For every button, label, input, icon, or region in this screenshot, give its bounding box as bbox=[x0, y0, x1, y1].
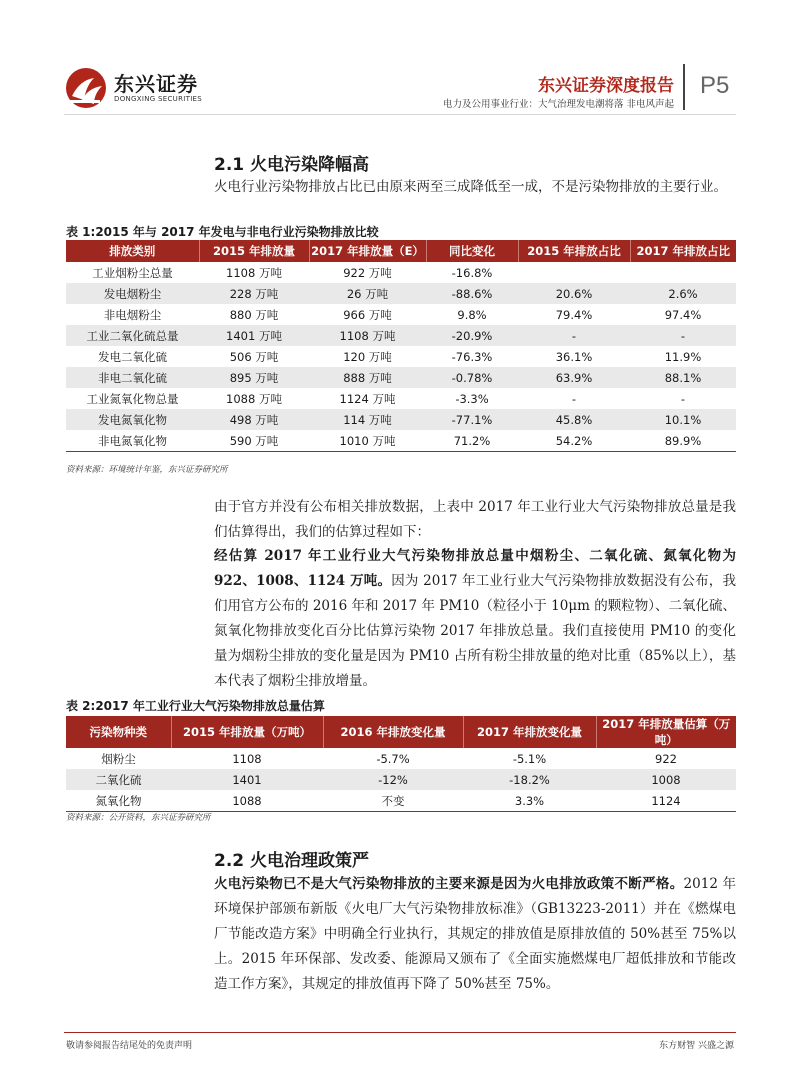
report-subtitle: 电力及公用事业行业：大气治理发电潮将落 非电风声起 bbox=[442, 99, 674, 110]
table-cell: 2.6% bbox=[630, 283, 736, 304]
table2-caption: 表 2:2017 年工业行业大气污染物排放总量估算 bbox=[66, 699, 325, 713]
table-cell: 1401 bbox=[171, 769, 323, 790]
row-label-cell: 非电二氧化硫 bbox=[66, 367, 199, 388]
row-label-cell: 工业烟粉尘总量 bbox=[92, 265, 173, 280]
table-row bbox=[66, 430, 736, 452]
table-cell: - bbox=[630, 325, 736, 346]
disclaimer-note: 敬请参阅报告结尾处的免责声明 bbox=[66, 1041, 193, 1051]
table-cell: 1108 bbox=[232, 751, 262, 766]
row-label-cell: 发电烟粉尘 bbox=[66, 283, 199, 304]
policy-explanation: 2012 年环境保护部颁布新版《火电厂大气污染物排放标准》（GB13223-2011）并在《燃煤电厂节能改造方案》中明确全行业执行，其规定的排放值是原排放值的 50%甚至 75%以上。2015 年环保部、发改委、能源局又颁布了《全面实施燃煤电厂超低排放和节能改造工作方案》，其规定的排放值再下降了 50%甚至 75%。 bbox=[214, 876, 737, 992]
table-cell: 79.4% bbox=[555, 307, 593, 322]
policy-paragraph bbox=[214, 872, 736, 997]
column-header: 2016 年排放变化量 bbox=[323, 716, 463, 748]
table-cell: -5.7% bbox=[376, 751, 410, 766]
header-divider bbox=[683, 64, 685, 110]
table-cell: 26 万吨 bbox=[309, 283, 426, 304]
emission-estimate-table bbox=[66, 716, 736, 812]
row-label-cell: 发电氮氧化物 bbox=[66, 409, 199, 430]
table1-source: 资料来源：环境统计年鉴，东兴证券研究所 bbox=[66, 465, 228, 475]
table-cell: 1088 万吨 bbox=[226, 391, 282, 406]
report-title: 东兴证券深度报告 bbox=[538, 76, 674, 96]
row-label-cell: 二氧化硫 bbox=[66, 769, 171, 790]
row-label-cell: 烟粉尘 bbox=[101, 751, 136, 766]
table-cell: 888 万吨 bbox=[309, 367, 426, 388]
table-cell: 895 万吨 bbox=[199, 367, 309, 388]
table-cell: -3.3% bbox=[455, 391, 489, 406]
table-cell: 89.9% bbox=[630, 430, 736, 452]
column-header: 排放类别 bbox=[66, 240, 199, 262]
column-header: 2015 年排放量 bbox=[199, 240, 309, 262]
table-row bbox=[66, 748, 736, 769]
table-cell: 97.4% bbox=[664, 307, 702, 322]
table-cell: -16.8% bbox=[451, 265, 493, 280]
table-cell: 3.3% bbox=[463, 790, 596, 812]
table-cell: - bbox=[680, 391, 686, 406]
table-cell: 1124 bbox=[596, 790, 736, 812]
company-logo bbox=[64, 66, 214, 110]
section-intro: 火电行业污染物排放占比已由原来两至三成降低至一成，不是污染物排放的主要行业。 bbox=[214, 179, 727, 195]
table-cell: 1108 万吨 bbox=[309, 325, 426, 346]
table-row bbox=[66, 283, 736, 304]
table-cell: -5.1% bbox=[512, 751, 547, 766]
table-cell: 20.6% bbox=[518, 283, 630, 304]
table2-source: 资料来源：公开资料，东兴证券研究所 bbox=[66, 813, 211, 823]
table-cell: 10.1% bbox=[630, 409, 736, 430]
table-cell: 1108 万吨 bbox=[226, 265, 282, 280]
logo-chinese-name: 东兴证券 bbox=[114, 72, 198, 96]
table-row bbox=[66, 769, 736, 790]
footer-rule bbox=[64, 1032, 736, 1033]
row-label-cell: 非电烟粉尘 bbox=[103, 307, 162, 322]
column-header: 污染物种类 bbox=[66, 716, 171, 748]
header-rule bbox=[64, 114, 736, 115]
table-cell: 506 万吨 bbox=[229, 349, 279, 364]
table-cell: 880 万吨 bbox=[229, 307, 279, 322]
table-row bbox=[66, 367, 736, 388]
table-cell: 228 万吨 bbox=[199, 283, 309, 304]
table-cell: -88.6% bbox=[426, 283, 518, 304]
logo-english-name: DONGXING SECURITIES bbox=[114, 95, 203, 103]
table-cell: -12% bbox=[323, 769, 463, 790]
footer-slogan: 东方财智 兴盛之源 bbox=[659, 1041, 734, 1051]
table-cell bbox=[630, 262, 736, 283]
table-cell: 不变 bbox=[323, 790, 463, 812]
table-cell: 966 万吨 bbox=[343, 307, 392, 322]
column-header: 同比变化 bbox=[426, 240, 518, 262]
page-number: P5 bbox=[700, 72, 730, 99]
table-row bbox=[66, 304, 736, 325]
table-cell: 922 万吨 bbox=[343, 265, 392, 280]
table-cell: 63.9% bbox=[518, 367, 630, 388]
table-cell: 1088 bbox=[171, 790, 323, 812]
estimation-detail-paragraph bbox=[214, 544, 736, 694]
estimation-intro-paragraph: 由于官方并没有公布相关排放数据，上表中 2017 年工业行业大气污染物排放总量是我们估算得出，我们的估算过程如下： bbox=[214, 499, 736, 540]
table-cell: 498 万吨 bbox=[199, 409, 309, 430]
table-header-row bbox=[66, 716, 736, 748]
row-label-cell: 工业氮氧化物总量 bbox=[86, 391, 179, 406]
table-row bbox=[66, 388, 736, 409]
table-cell: 88.1% bbox=[630, 367, 736, 388]
table-cell: 9.8% bbox=[457, 307, 487, 322]
row-label-cell: 非电氮氧化物 bbox=[66, 430, 199, 452]
table-cell: 36.1% bbox=[555, 349, 593, 364]
section-heading-2-2: 2.2 火电治理政策严 bbox=[214, 851, 370, 871]
table-cell: 114 万吨 bbox=[309, 409, 426, 430]
table-cell: 11.9% bbox=[664, 349, 702, 364]
column-header: 2017 年排放占比 bbox=[630, 240, 736, 262]
table-cell: 120 万吨 bbox=[343, 349, 392, 364]
table-row bbox=[66, 262, 736, 283]
column-header: 2017 年排放量（E） bbox=[309, 240, 426, 262]
table-row bbox=[66, 409, 736, 430]
table-cell: -77.1% bbox=[426, 409, 518, 430]
table-cell: 45.8% bbox=[518, 409, 630, 430]
column-header: 2017 年排放变化量 bbox=[463, 716, 596, 748]
table-cell bbox=[518, 262, 630, 283]
row-label-cell: 发电二氧化硫 bbox=[98, 349, 167, 364]
table-row bbox=[66, 790, 736, 812]
section-heading-2-1: 2.1 火电污染降幅高 bbox=[214, 155, 370, 175]
table-row bbox=[66, 346, 736, 367]
table-cell: 1008 bbox=[596, 769, 736, 790]
table-cell: -76.3% bbox=[451, 349, 493, 364]
table-cell: 1401 万吨 bbox=[199, 325, 309, 346]
column-header: 2017 年排放量估算（万吨） bbox=[596, 716, 736, 748]
row-label-cell: 工业二氧化硫总量 bbox=[66, 325, 199, 346]
dongxing-logo-icon bbox=[64, 66, 110, 110]
policy-key-finding: 火电污染物已不是大气污染物排放的主要来源是因为火电排放政策不断严格。 bbox=[214, 876, 684, 892]
table-cell: 922 bbox=[655, 751, 677, 766]
table-cell: 71.2% bbox=[426, 430, 518, 452]
emission-comparison-table bbox=[66, 240, 736, 452]
table-row bbox=[66, 325, 736, 346]
table-cell: 590 万吨 bbox=[199, 430, 309, 452]
table-cell: 1124 万吨 bbox=[339, 391, 396, 406]
column-header: 2015 年排放占比 bbox=[518, 240, 630, 262]
table-cell: 54.2% bbox=[518, 430, 630, 452]
estimation-explanation: 因为 2017 年工业行业大气污染物排放数据没有公布，我们用官方公布的 2016 年和 2017 年 PM10（粒径小于 10μm 的颗粒物）、二氧化硫、氮氧化物排放变化百分比估算污染物 2017 年排放总量。我们直接使用 PM10 的变化量为烟粉尘排放的变化量是因为 PM10 占所有粉尘排放量的绝对比重（85%以上），基本代表了烟粉尘排放增量。 bbox=[214, 573, 736, 689]
table-cell: 1010 万吨 bbox=[309, 430, 426, 452]
table-cell: - bbox=[518, 325, 630, 346]
row-label-cell: 氮氧化物 bbox=[66, 790, 171, 812]
table-cell: - bbox=[571, 391, 577, 406]
table-cell: -20.9% bbox=[426, 325, 518, 346]
table-cell: -18.2% bbox=[463, 769, 596, 790]
column-header: 2015 年排放量（万吨） bbox=[171, 716, 323, 748]
table-header-row bbox=[66, 240, 736, 262]
estimation-key-finding: 经估算 2017 年工业行业大气污染物排放总量中烟粉尘、二氧化硫、氮氧化物为 922、1008、1124 万吨。 bbox=[214, 548, 736, 589]
table-cell: -0.78% bbox=[426, 367, 518, 388]
table1-caption: 表 1:2015 年与 2017 年发电与非电行业污染物排放比较 bbox=[66, 225, 379, 239]
